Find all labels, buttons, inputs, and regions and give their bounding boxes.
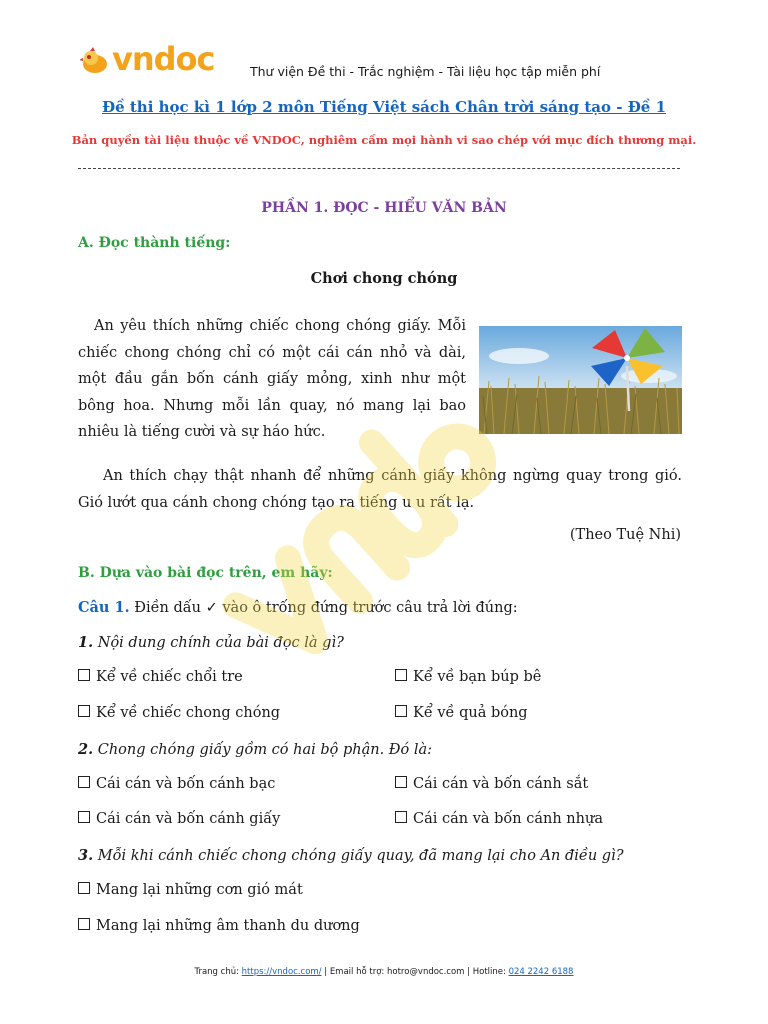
checkbox[interactable] — [78, 811, 90, 823]
dashed-divider — [78, 168, 680, 169]
answer-option[interactable]: Kể về chiếc chổi tre — [78, 669, 243, 685]
sub-question-1 — [78, 634, 344, 651]
sub-question-text: Nội dung chính của bài đọc là gì? — [97, 635, 344, 651]
checkbox[interactable] — [78, 918, 90, 930]
sub-question-number: 3. — [78, 847, 94, 864]
checkbox[interactable] — [395, 705, 407, 717]
answer-option[interactable]: Cái cán và bốn cánh sắt — [395, 776, 588, 792]
sub-question-number: 1. — [78, 634, 94, 651]
heading-read-aloud: A. Đọc thành tiếng: — [78, 235, 231, 251]
checkbox[interactable] — [78, 669, 90, 681]
answer-option[interactable]: Kể về chiếc chong chóng — [78, 705, 280, 721]
checkbox[interactable] — [395, 811, 407, 823]
sub-question-text: Mỗi khi cánh chiếc chong chóng giấy quay, đã mang lại cho An điều gì? — [97, 848, 624, 864]
story-source: (Theo Tuệ Nhi) — [569, 527, 681, 543]
sub-question-text: Chong chóng giấy gồm có hai bộ phận. Đó là: — [97, 742, 433, 758]
footer-home-label: Trang chủ: — [194, 967, 239, 977]
site-tagline: Thư viện Đề thi - Trắc nghiệm - Tài liệu học tập miễn phí — [250, 64, 601, 79]
checkbox[interactable] — [78, 882, 90, 894]
answer-option[interactable]: Cái cán và bốn cánh bạc — [78, 776, 275, 792]
section-title: PHẦN 1. ĐỌC - HIỂU VĂN BẢN — [261, 200, 507, 216]
copyright-notice: Bản quyền tài liệu thuộc về VNDOC, nghiêm cấm mọi hành vi sao chép với mục đích thương mại. — [71, 133, 697, 147]
answer-option[interactable]: Mang lại những âm thanh du dương — [78, 918, 360, 934]
sub-question-2 — [78, 741, 432, 758]
question-1-instruction — [78, 599, 518, 616]
answer-option[interactable]: Kể về bạn búp bê — [395, 669, 541, 685]
heading-questions: B. Dựa vào bài đọc trên, em hãy: — [78, 565, 333, 581]
checkbox[interactable] — [395, 776, 407, 788]
sub-question-number: 2. — [78, 741, 94, 758]
story-title: Chơi chong chóng — [310, 270, 458, 287]
footer-home-link[interactable]: https://vndoc.com/ — [241, 967, 322, 977]
checkbox[interactable] — [395, 669, 407, 681]
story-paragraph-2: An thích chạy thật nhanh để những cánh giấy không ngừng quay trong gió. Gió lướt qua cánh chong chóng tạo ra tiếng u u rất lạ. — [78, 468, 682, 511]
vndoc-mascot-icon — [80, 46, 110, 76]
checkbox[interactable] — [78, 776, 90, 788]
document-title[interactable]: Đề thi học kì 1 lớp 2 môn Tiếng Việt sách Chân trời sáng tạo - Đề 1 — [101, 98, 667, 116]
sub-question-3 — [78, 847, 623, 864]
footer-hotline[interactable]: 024 2242 6188 — [508, 967, 574, 977]
checkbox[interactable] — [78, 705, 90, 717]
answer-option[interactable]: Cái cán và bốn cánh nhựa — [395, 811, 603, 827]
page-footer — [0, 967, 768, 977]
vndoc-logo[interactable]: vndoc — [112, 40, 215, 78]
pinwheel-image — [479, 326, 682, 434]
answer-option[interactable]: Kể về quả bóng — [395, 705, 528, 721]
answer-option[interactable]: Cái cán và bốn cánh giấy — [78, 811, 280, 827]
question-1-text: Điền dấu ✓ vào ô trống đứng trước câu trả lời đúng: — [134, 600, 518, 616]
footer-support: | Email hỗ trợ: hotro@vndoc.com | Hotline: — [324, 967, 506, 977]
story-paragraph-1: An yêu thích những chiếc chong chóng giấy. Mỗi chiếc chong chóng chỉ có một cái cán nhỏ và dài, một đầu gắn bốn cánh giấy mỏng, xinh như một bông hoa. Nhưng mỗi lần quay, nó mang lại bao nhiêu là tiếng cười và sự háo hức. — [78, 318, 466, 440]
answer-option[interactable]: Mang lại những cơn gió mát — [78, 882, 303, 898]
question-1-label: Câu 1. — [78, 599, 130, 616]
